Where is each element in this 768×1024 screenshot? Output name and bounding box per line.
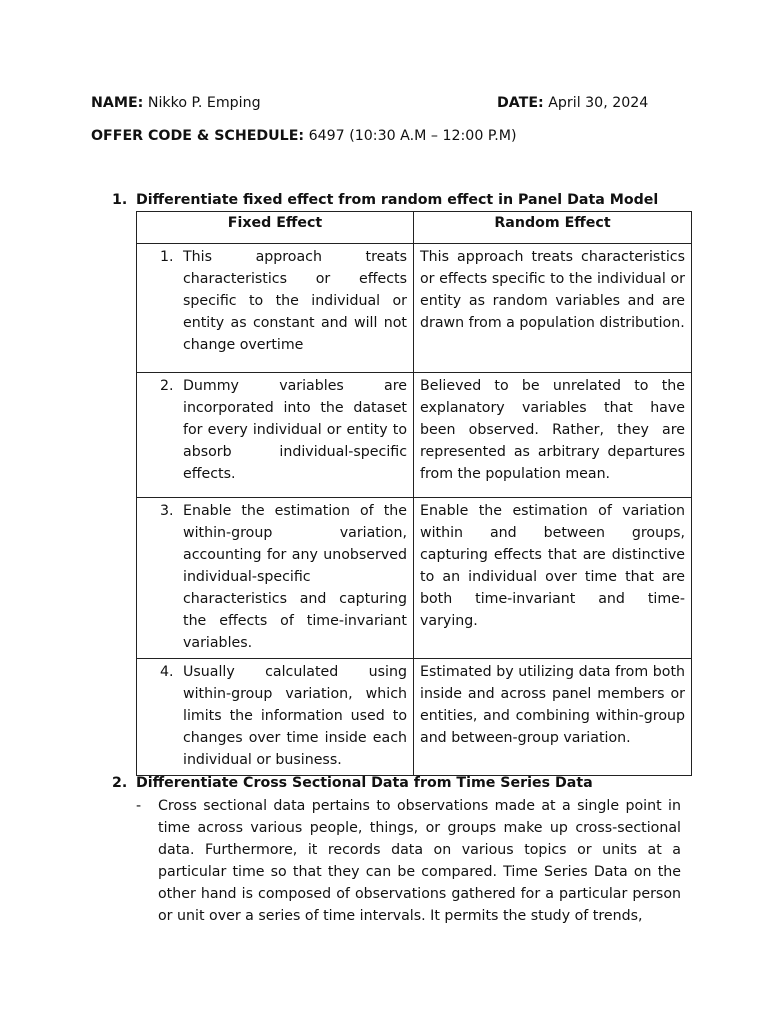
bullet-dash: - bbox=[136, 798, 142, 814]
fixed-effect-text: Usually calculated using within-group variation, which limits the information used to changes over time inside each individual or business. bbox=[183, 664, 407, 768]
question-1-text: Differentiate fixed effect from random effect in Panel Data Model bbox=[136, 192, 659, 208]
table-row bbox=[137, 659, 692, 776]
random-effect-cell: Estimated by utilizing data from both inside and across panel members or entities, and combining within-group and between-group variation. bbox=[414, 659, 692, 776]
question-1-heading bbox=[112, 190, 658, 210]
column-header-random-effect: Random Effect bbox=[414, 212, 692, 244]
table-row bbox=[137, 498, 692, 659]
date-label: DATE: bbox=[497, 95, 544, 111]
question-1-number: 1. bbox=[112, 192, 128, 208]
question-2-heading bbox=[112, 773, 593, 793]
offer-label: OFFER CODE & SCHEDULE: bbox=[91, 128, 305, 144]
random-effect-cell: Enable the estimation of variation within and between groups, capturing effects that are distinctive to an individual over time that are both time-invariant and time-varying. bbox=[414, 498, 692, 659]
comparison-table bbox=[136, 211, 692, 776]
row-index: 4. bbox=[160, 664, 174, 680]
name-label: NAME: bbox=[91, 95, 144, 111]
answer-paragraph: Cross sectional data pertains to observations made at a single point in time across various people, things, or groups make up cross-sectional data. Furthermore, it records data on various topics or units at a particular time so that they can be compared. Time Series Data on the other hand is composed of observations gathered for a particular person or unit over a series of time intervals. It permits the study of trends, bbox=[158, 798, 681, 924]
random-effect-cell: Believed to be unrelated to the explanatory variables that have been observed. Rather, they are represented as arbitrary departures from the population mean. bbox=[414, 373, 692, 498]
fixed-effect-cell bbox=[137, 498, 414, 659]
question-2-number: 2. bbox=[112, 775, 128, 791]
random-effect-cell: This approach treats characteristics or effects specific to the individual or entity as random variables and are drawn from a population distribution. bbox=[414, 244, 692, 373]
fixed-effect-text: Enable the estimation of the within-group variation, accounting for any unobserved individual-specific characteristics and capturing the effects of time-invariant variables. bbox=[183, 503, 407, 651]
table-header-row bbox=[137, 212, 692, 244]
fixed-effect-text: This approach treats characteristics or effects specific to the individual or entity as constant and will not change overtime bbox=[183, 249, 407, 353]
fixed-effect-text: Dummy variables are incorporated into the dataset for every individual or entity to absorb individual-specific effects. bbox=[183, 378, 407, 482]
name-value: Nikko P. Emping bbox=[143, 95, 261, 111]
column-header-fixed-effect: Fixed Effect bbox=[137, 212, 414, 244]
row-index: 2. bbox=[160, 378, 174, 394]
fixed-effect-cell bbox=[137, 373, 414, 498]
fixed-effect-cell bbox=[137, 659, 414, 776]
offer-line bbox=[91, 126, 517, 146]
question-2-answer bbox=[136, 795, 681, 927]
fixed-effect-cell bbox=[137, 244, 414, 373]
row-index: 3. bbox=[160, 503, 174, 519]
date-line bbox=[497, 93, 648, 113]
name-line bbox=[91, 93, 261, 113]
row-index: 1. bbox=[160, 249, 174, 265]
date-value: April 30, 2024 bbox=[543, 95, 649, 111]
table-row bbox=[137, 244, 692, 373]
offer-value: 6497 (10:30 A.M – 12:00 P.M) bbox=[304, 128, 517, 144]
table-row bbox=[137, 373, 692, 498]
question-2-text: Differentiate Cross Sectional Data from Time Series Data bbox=[136, 775, 593, 791]
